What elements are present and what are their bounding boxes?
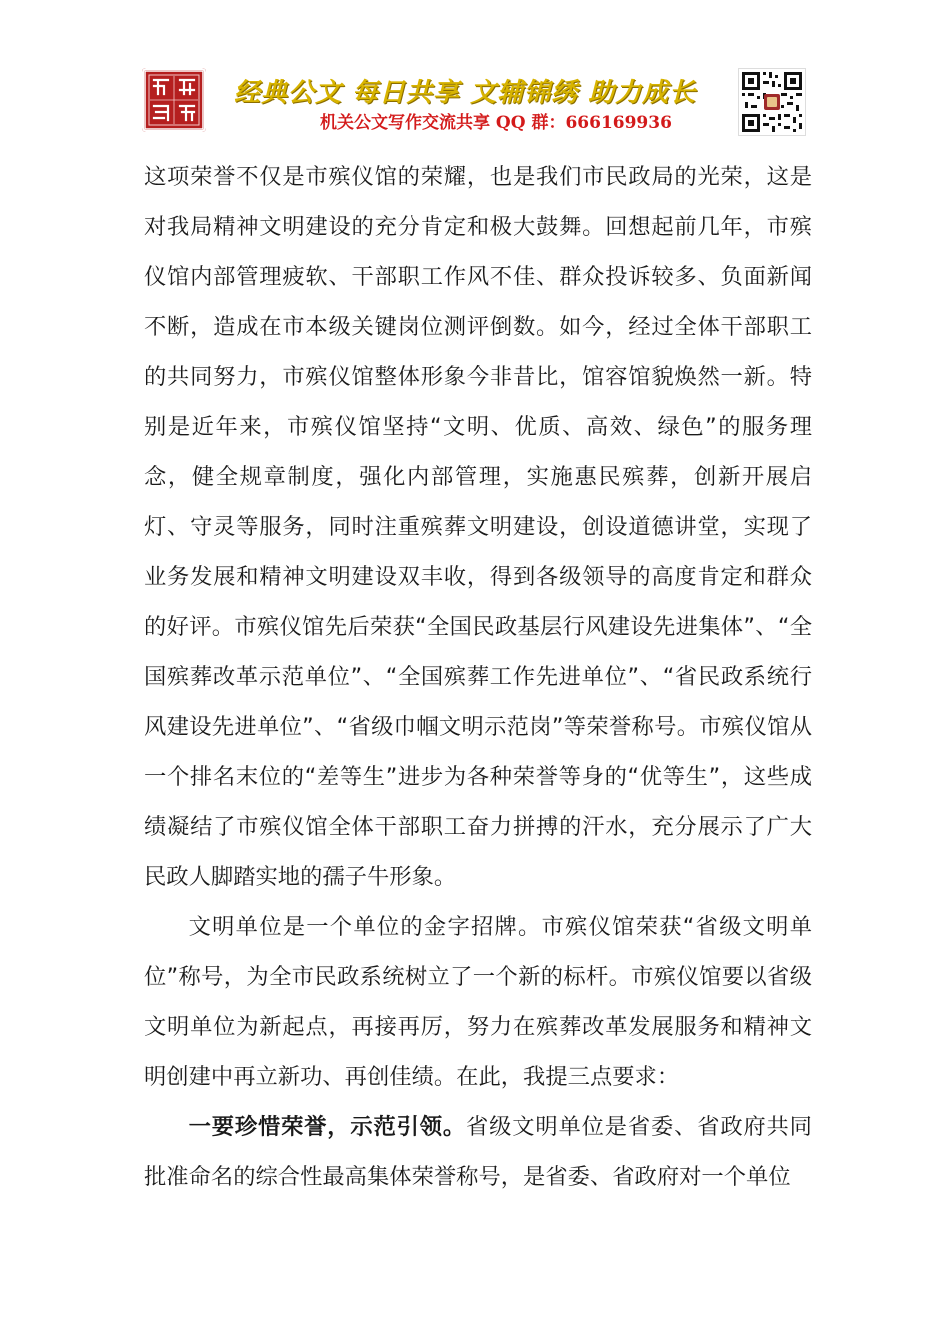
paragraph-2: 文明单位是一个单位的金字招牌。市殡仪馆荣获“省级文明单位”称号，为全市民政系统树立了一个新的标杆。市殡仪馆要以省级文明单位为新起点，再接再厉，努力在殡葬改革发展服务和精神文明创建中再立新功、再创佳绩。在此，我提三点要求： bbox=[144, 914, 812, 1090]
qr-code[interactable] bbox=[738, 68, 806, 136]
paragraph-3 bbox=[144, 1102, 812, 1202]
paragraph-1: 这项荣誉不仅是市殡仪馆的荣耀，也是我们市民政局的光荣，这是对我局精神文明建设的充分肯定和极大鼓舞。回想起前几年，市殡仪馆内部管理疲软、干部职工作风不佳、群众投诉较多、负面新闻不断，造成在市本级关键岗位测评倒数。如今，经过全体干部职工的共同努力，市殡仪馆整体形象今非昔比，馆容馆貌焕然一新。特别是近年来，市殡仪馆坚持“文明、优质、高效、绿色”的服务理念，健全规章制度，强化内部管理，实施惠民殡葬，创新开展启灯、守灵等服务，同时注重殡葬文明建设，创设道德讲堂，实现了业务发展和精神文明建设双丰收，得到各级领导的高度肯定和群众的好评。市殡仪馆先后荣获“全国民政基层行风建设先进集体”、“全国殡葬改革示范单位”、“全国殡葬工作先进单位”、“省民政系统行风建设先进单位”、“省级巾帼文明示范岗”等荣誉称号。市殡仪馆从一个排名末位的“差等生”进步为各种荣誉等身的“优等生”，这些成绩凝结了市殡仪馆全体干部职工奋力拼搏的汗水，充分展示了广大民政人脚踏实地的孺子牛形象。 bbox=[144, 164, 812, 890]
qr-code-icon bbox=[739, 69, 805, 135]
document-header bbox=[142, 66, 807, 136]
seal-icon bbox=[142, 68, 206, 132]
paragraph-3-heading: 一要珍惜荣誉，示范引领。 bbox=[188, 1114, 467, 1140]
document-body bbox=[144, 152, 812, 1202]
paragraph-3-text: 省级文明单位是省委、省政府共同批准命名的综合性最高集体荣誉称号，是省委、省政府对一个单位 bbox=[144, 1114, 812, 1190]
header-slogan: 经典公文 每日共享 文辅锦绣 助力成长 bbox=[234, 78, 697, 108]
qq-group-line: 机关公文写作交流共享 QQ 群：666169936 bbox=[320, 113, 672, 133]
logo-seal bbox=[142, 68, 206, 132]
